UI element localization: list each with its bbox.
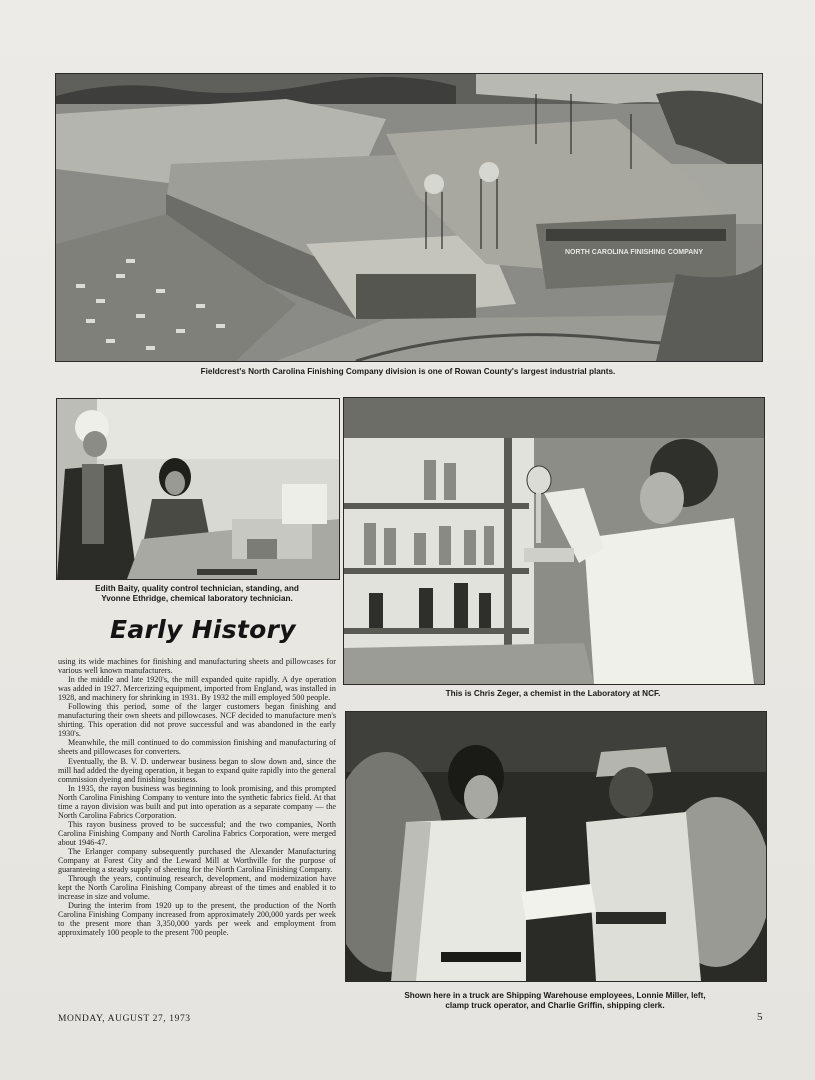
article-paragraph: In the middle and late 1920's, the mill expanded quite rapidly. A dye operation was added in 1927. Mercerizing equipment, imported from England, was installed in 1928, and machinery for shrinking in 1931. By 1932 the mill employed 500 people. xyxy=(58,675,336,703)
article-paragraph: Eventually, the B. V. D. underwear business began to slow down and, since the mill had added the dyeing operation, it began to expand quite rapidly into the general commission dyeing and finishing business. xyxy=(58,756,336,784)
shipping-warehouse-photo xyxy=(345,711,767,982)
article-body xyxy=(58,657,336,937)
building-sign: NORTH CAROLINA FINISHING COMPANY xyxy=(564,249,704,256)
page-number: 5 xyxy=(757,1011,763,1023)
article-paragraph: This rayon business proved to be successful; and the two companies, North Carolina Finishing Company and North Carolina Fabrics Corporation, were merged about 1946-47. xyxy=(58,819,336,847)
article-paragraph: using its wide machines for finishing and manufacturing sheets and pillowcases for various well known manufacturers. xyxy=(58,657,336,676)
lab-technicians-caption-line-1: Edith Baity, quality control technician, standing, and xyxy=(95,584,299,593)
lab-technicians-photo xyxy=(56,398,340,580)
shipping-caption-line-2: clamp truck operator, and Charlie Griffin, shipping clerk. xyxy=(445,1001,665,1010)
article-paragraph: Through the years, continuing research, development, and modernization have kept the North Carolina Finishing Company abreast of the times and enabled it to increase in size and volume. xyxy=(58,874,336,902)
chemist-photo xyxy=(343,397,765,685)
shipping-caption-line-1: Shown here in a truck are Shipping Warehouse employees, Lonnie Miller, left, xyxy=(404,991,706,1000)
early-history-headline: Early History xyxy=(110,615,296,644)
article-paragraph: Following this period, some of the larger customers began finishing and manufacturing their own sheets and pillowcases. NCF decided to manufacture men's shirting. This operation did not prove successful and was abandoned in the early 1930's. xyxy=(58,702,336,739)
issue-date: MONDAY, AUGUST 27, 1973 xyxy=(58,1014,191,1024)
article-paragraph: During the interim from 1920 up to the present, the production of the North Carolina Finishing Company increased from approximately 200,000 yards per week to the present more than 3,350,000 yards per week and employment from approximately 100 people to the present 700 people. xyxy=(58,901,336,938)
lab-technicians-caption-line-2: Yvonne Ethridge, chemical laboratory technician. xyxy=(101,594,293,603)
article-paragraph: The Erlanger company subsequently purchased the Alexander Manufacturing Company at Forest City and the Leward Mill at Worthville for the purpose of guaranteeing a steady supply of sheeting for the North Carolina Finishing Company. xyxy=(58,846,336,875)
aerial-plant-photo xyxy=(55,73,763,362)
article-paragraph: In 1935, the rayon business was beginning to look promising, and this prompted North Carolina Finishing Company to venture into the synthetic fabrics field. At that time a rayon division was built and put into operation as a separate company — the North Carolina Fabrics Corporation. xyxy=(58,783,336,820)
aerial-caption: Fieldcrest's North Carolina Finishing Company division is one of Rowan County's largest industrial plants. xyxy=(200,367,616,376)
article-paragraph: Meanwhile, the mill continued to do commission finishing and manufacturing of sheets and pillowcases for converters. xyxy=(58,738,336,757)
chemist-caption: This is Chris Zeger, a chemist in the Laboratory at NCF. xyxy=(445,689,661,698)
